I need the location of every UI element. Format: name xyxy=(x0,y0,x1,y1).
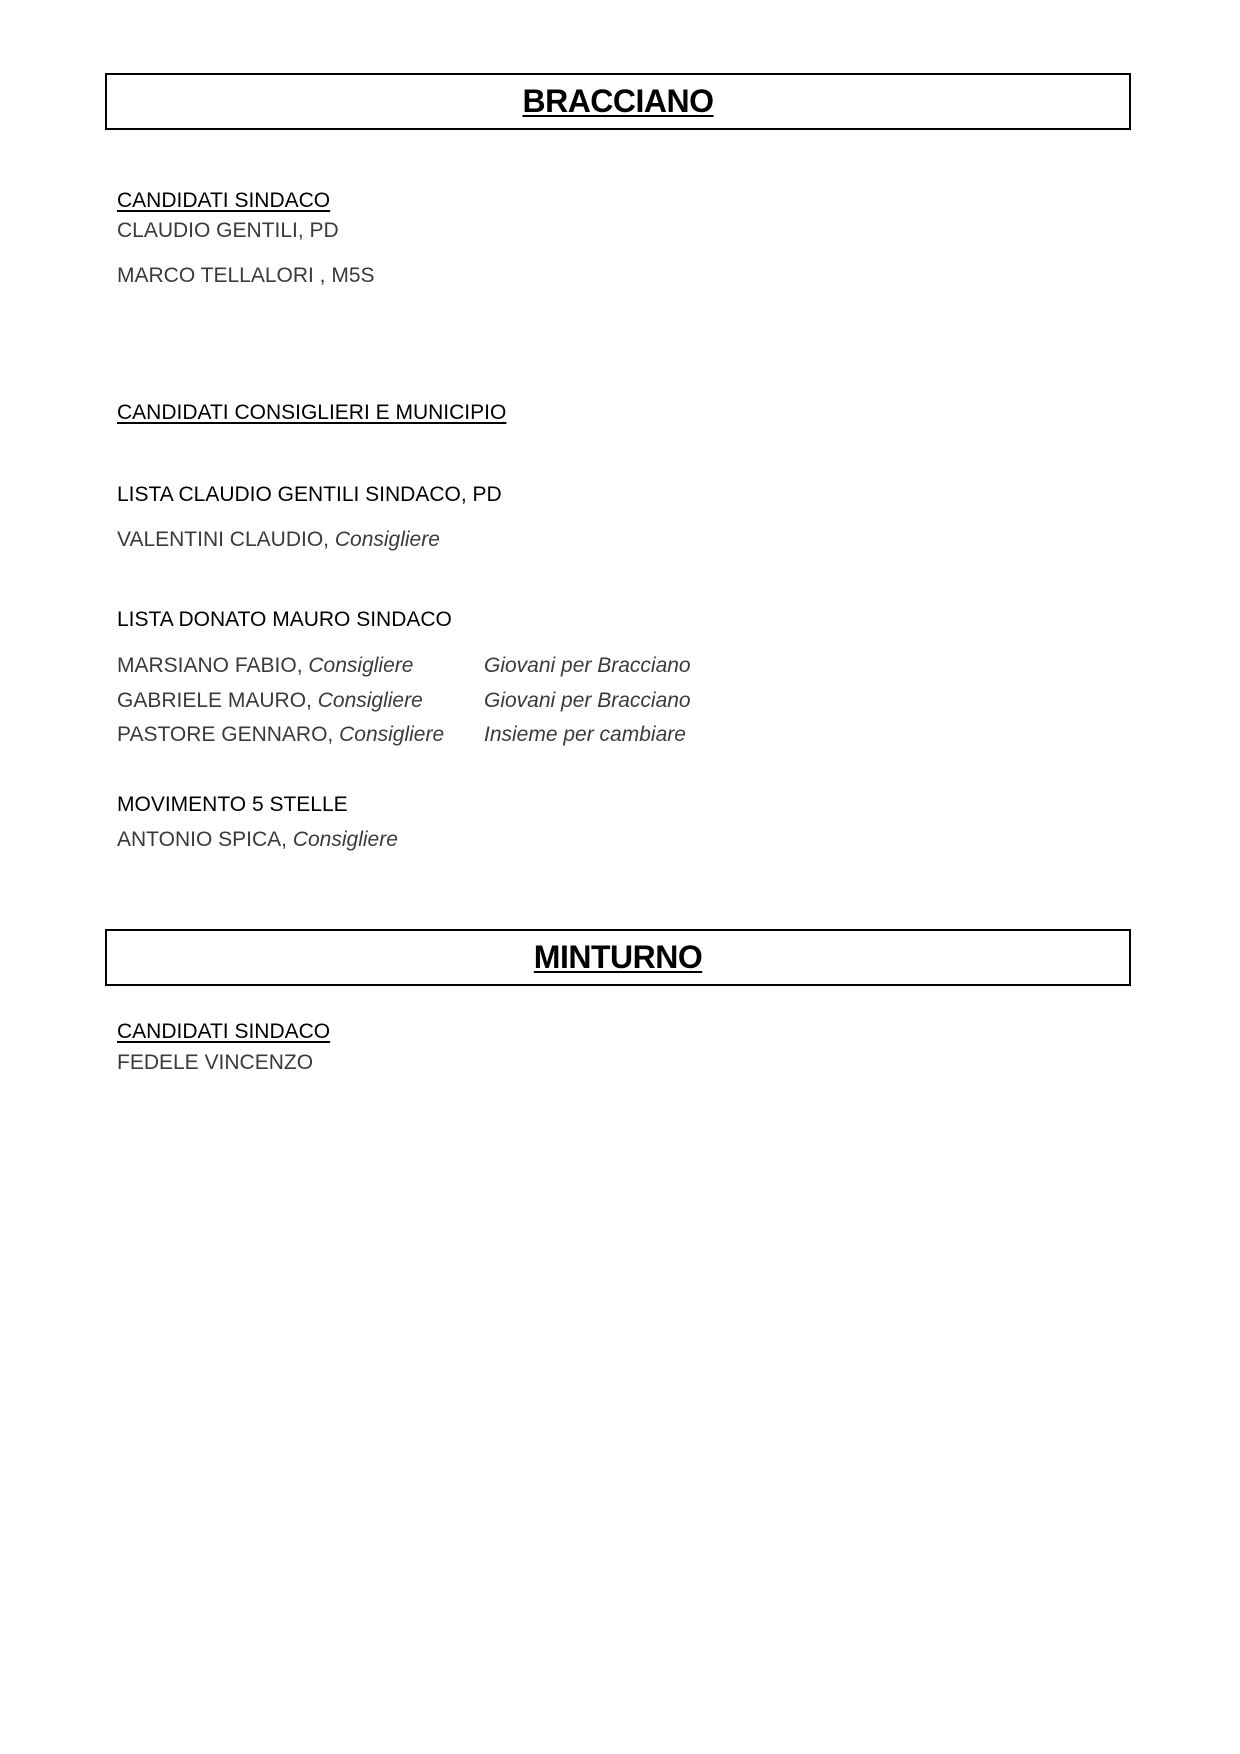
member-group: Insieme per cambiare xyxy=(484,723,686,746)
member-name: GABRIELE MAURO, xyxy=(117,689,312,712)
list-name: MOVIMENTO 5 STELLE xyxy=(117,793,348,816)
mayor-candidate: CLAUDIO GENTILI, PD xyxy=(117,219,339,242)
list-member xyxy=(117,723,444,747)
list-member xyxy=(117,528,440,552)
list-name: LISTA CLAUDIO GENTILI SINDACO, PD xyxy=(117,483,502,506)
member-role: Consigliere xyxy=(308,654,414,677)
member-name: MARSIANO FABIO, xyxy=(117,654,303,677)
member-name: PASTORE GENNARO, xyxy=(117,723,334,746)
member-group: Giovani per Bracciano xyxy=(484,654,691,677)
mayor-candidates-heading: CANDIDATI SINDACO xyxy=(117,1020,331,1043)
town-title-box xyxy=(105,73,1131,130)
member-role: Consigliere xyxy=(317,689,423,712)
member-role: Consigliere xyxy=(292,828,398,851)
mayor-candidates-heading: CANDIDATI SINDACO xyxy=(117,189,331,212)
member-name: VALENTINI CLAUDIO, xyxy=(117,528,329,551)
council-candidates-heading: CANDIDATI CONSIGLIERI E MUNICIPIO xyxy=(117,401,507,424)
member-group: Giovani per Bracciano xyxy=(484,689,691,712)
list-member xyxy=(117,654,413,678)
mayor-candidate: FEDELE VINCENZO xyxy=(117,1051,314,1074)
list-name: LISTA DONATO MAURO SINDACO xyxy=(117,608,452,631)
member-role: Consigliere xyxy=(339,723,445,746)
list-member xyxy=(117,828,398,852)
mayor-candidate: MARCO TELLALORI , M5S xyxy=(117,264,375,287)
town-title: BRACCIANO xyxy=(522,83,714,119)
list-member xyxy=(117,689,423,713)
town-title: MINTURNO xyxy=(533,939,703,975)
member-role: Consigliere xyxy=(334,528,440,551)
town-title-box xyxy=(105,929,1131,986)
member-name: ANTONIO SPICA, xyxy=(117,828,287,851)
